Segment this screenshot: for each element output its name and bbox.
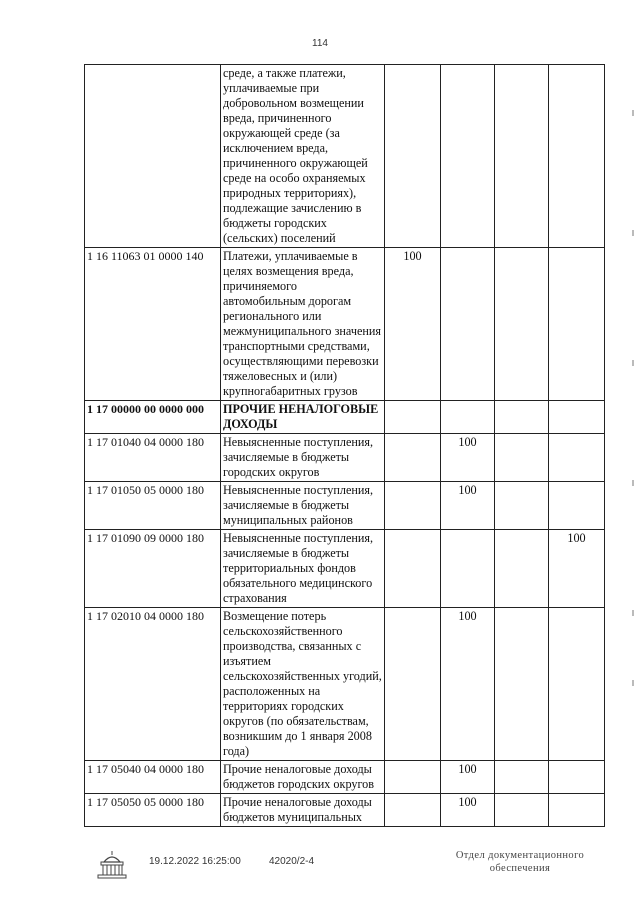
- norm-value-cell: [441, 530, 495, 608]
- stamp-line-1: Отдел документационного: [455, 850, 585, 861]
- income-name-cell: Невыясненные поступления, зачисляемые в бюджеты муниципальных районов: [221, 482, 385, 530]
- norm-value-cell: [385, 65, 441, 248]
- norm-value-cell: [385, 434, 441, 482]
- norm-value-cell: 100: [385, 248, 441, 401]
- norm-value-cell: [495, 761, 549, 794]
- norm-value-cell: [495, 608, 549, 761]
- norm-value-cell: [549, 482, 605, 530]
- budget-code-cell: 1 17 00000 00 0000 000: [85, 401, 221, 434]
- table-row: [85, 761, 605, 794]
- table-row: [85, 608, 605, 761]
- norm-value-cell: 100: [441, 794, 495, 827]
- norm-value-cell: 100: [441, 434, 495, 482]
- norm-value-cell: 100: [441, 608, 495, 761]
- table-row: [85, 530, 605, 608]
- budget-code-cell: 1 17 02010 04 0000 180: [85, 608, 221, 761]
- norm-value-cell: [495, 434, 549, 482]
- table-row: [85, 794, 605, 827]
- budget-code-cell: 1 17 05040 04 0000 180: [85, 761, 221, 794]
- budget-classification-table: [84, 64, 605, 827]
- income-name-cell: Невыясненные поступления, зачисляемые в бюджеты территориальных фондов обязательного медицинского страхования: [221, 530, 385, 608]
- norm-value-cell: 100: [441, 482, 495, 530]
- budget-code-cell: [85, 65, 221, 248]
- norm-value-cell: [385, 608, 441, 761]
- norm-value-cell: [549, 434, 605, 482]
- norm-value-cell: [549, 65, 605, 248]
- income-name-cell: Платежи, уплачиваемые в целях возмещения вреда, причиняемого автомобильным дорогам регионального или межмуниципального значения транспортными средствами, осуществляющими перевозки тяжеловесных и (или) крупногабаритных грузов: [221, 248, 385, 401]
- table-row: [85, 401, 605, 434]
- stamp-line-2: обеспечения: [489, 863, 551, 874]
- table-row: [85, 248, 605, 401]
- norm-value-cell: [385, 401, 441, 434]
- norm-value-cell: [549, 794, 605, 827]
- norm-value-cell: [549, 761, 605, 794]
- income-name-cell: Возмещение потерь сельскохозяйственного производства, связанных с изъятием сельскохозяйственных угодий, расположенных на территориях городских округов (по обязательствам, возникшим до 1 января 2008 года): [221, 608, 385, 761]
- page-number: 114: [312, 38, 328, 49]
- norm-value-cell: [495, 401, 549, 434]
- income-name-cell: Прочие неналоговые доходы бюджетов городских округов: [221, 761, 385, 794]
- page-footer: [0, 848, 640, 898]
- income-name-cell: среде, а также платежи, уплачиваемые при добровольном возмещении вреда, причиненного окружающей среде (за исключением вреда, причиненного окружающей среде на особо охраняемых природных территориях), подлежащие зачислению в бюджеты городских (сельских) поселений: [221, 65, 385, 248]
- income-name-cell: ПРОЧИЕ НЕНАЛОГОВЫЕ ДОХОДЫ: [221, 401, 385, 434]
- income-name-cell: Невыясненные поступления, зачисляемые в бюджеты городских округов: [221, 434, 385, 482]
- norm-value-cell: 100: [441, 761, 495, 794]
- duma-building-logo-icon: [95, 848, 129, 882]
- norm-value-cell: [495, 530, 549, 608]
- norm-value-cell: [549, 608, 605, 761]
- norm-value-cell: [385, 761, 441, 794]
- table-row: [85, 65, 605, 248]
- table-row: [85, 434, 605, 482]
- document-number: 42020/2-4: [269, 856, 315, 867]
- norm-value-cell: [441, 401, 495, 434]
- norm-value-cell: [441, 248, 495, 401]
- norm-value-cell: [385, 530, 441, 608]
- norm-value-cell: [495, 794, 549, 827]
- budget-code-cell: 1 17 01050 05 0000 180: [85, 482, 221, 530]
- norm-value-cell: [441, 65, 495, 248]
- norm-value-cell: [495, 248, 549, 401]
- norm-value-cell: [385, 794, 441, 827]
- budget-code-cell: 1 17 01040 04 0000 180: [85, 434, 221, 482]
- norm-value-cell: [549, 401, 605, 434]
- norm-value-cell: [385, 482, 441, 530]
- budget-code-cell: 1 17 01090 09 0000 180: [85, 530, 221, 608]
- table-row: [85, 482, 605, 530]
- department-stamp: [440, 849, 600, 875]
- budget-code-cell: 1 17 05050 05 0000 180: [85, 794, 221, 827]
- scan-edge-marks: [632, 90, 636, 690]
- norm-value-cell: 100: [549, 530, 605, 608]
- norm-value-cell: [549, 248, 605, 401]
- norm-value-cell: [495, 65, 549, 248]
- budget-code-cell: 1 16 11063 01 0000 140: [85, 248, 221, 401]
- income-name-cell: Прочие неналоговые доходы бюджетов муниципальных: [221, 794, 385, 827]
- norm-value-cell: [495, 482, 549, 530]
- timestamp: 19.12.2022 16:25:00: [149, 856, 241, 867]
